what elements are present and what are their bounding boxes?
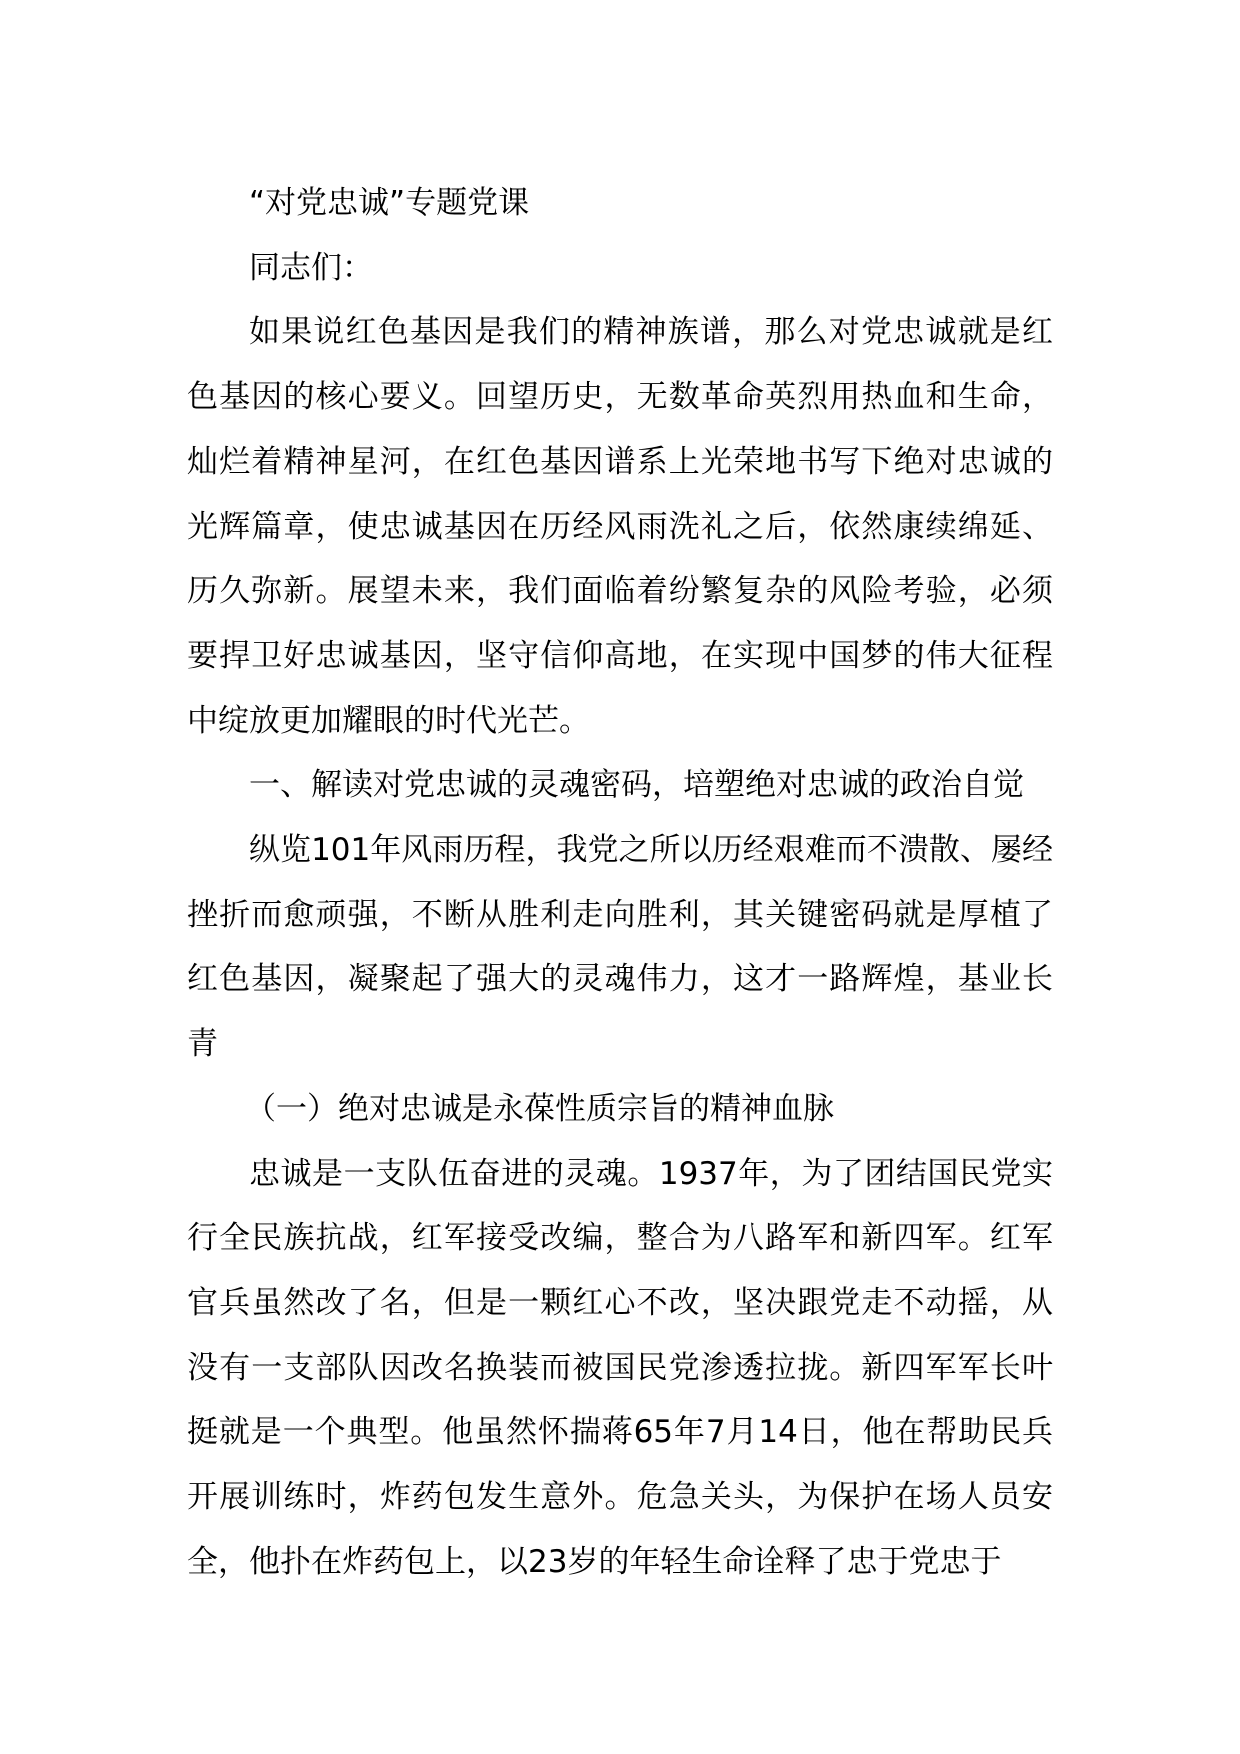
body-paragraph: 忠诚是一支队伍奋进的灵魂。1937年，为了团结国民党实行全民族抗战，红军接受改编，整合为八路军和新四军。红军官兵虽然改了名，但是一颗红心不改，坚决跟党走不动摇，从没有一支部队因改名换装而被国民党渗透拉拢。新四军军长叶挺就是一个典型。他虽然怀揣蒋65年7月14日，他在帮助民兵开展训练时，炸药包发生意外。危急关头，为保护在场人员安全，他扑在炸药包上，以23岁的年轻生命诠释了忠于党忠于 — [187, 1155, 1053, 1580]
document-title: “对党忠诚”专题党课 — [249, 185, 530, 221]
body-paragraph: 纵览101年风雨历程，我党之所以历经艰难而不溃散、屡经挫折而愈顽强，不断从胜利走向胜利，其关键密码就是厚植了红色基因，凝聚起了强大的灵魂伟力，这才一路辉煌，基业长青 — [187, 832, 1053, 1063]
salutation: 同志们： — [249, 249, 373, 286]
body-paragraph: 如果说红色基因是我们的精神族谱，那么对党忠诚就是红色基因的核心要义。回望历史，无数革命英烈用热血和生命，灿烂着精神星河，在红色基因谱系上光荣地书写下绝对忠诚的光辉篇章，使忠诚基因在历经风雨洗礼之后，依然康续绵延、历久弥新。展望未来，我们面临着纷繁复杂的风险考验，必须要捍卫好忠诚基因，坚守信仰高地，在实现中国梦的伟大征程中绽放更加耀眼的时代光芒。 — [187, 314, 1053, 739]
document-body — [187, 171, 1053, 1594]
section-heading: 一、解读对党忠诚的灵魂密码，培塑绝对忠诚的政治自觉 — [249, 767, 1024, 804]
subsection-heading: （一）绝对忠诚是永葆性质宗旨的精神血脉 — [245, 1090, 834, 1127]
